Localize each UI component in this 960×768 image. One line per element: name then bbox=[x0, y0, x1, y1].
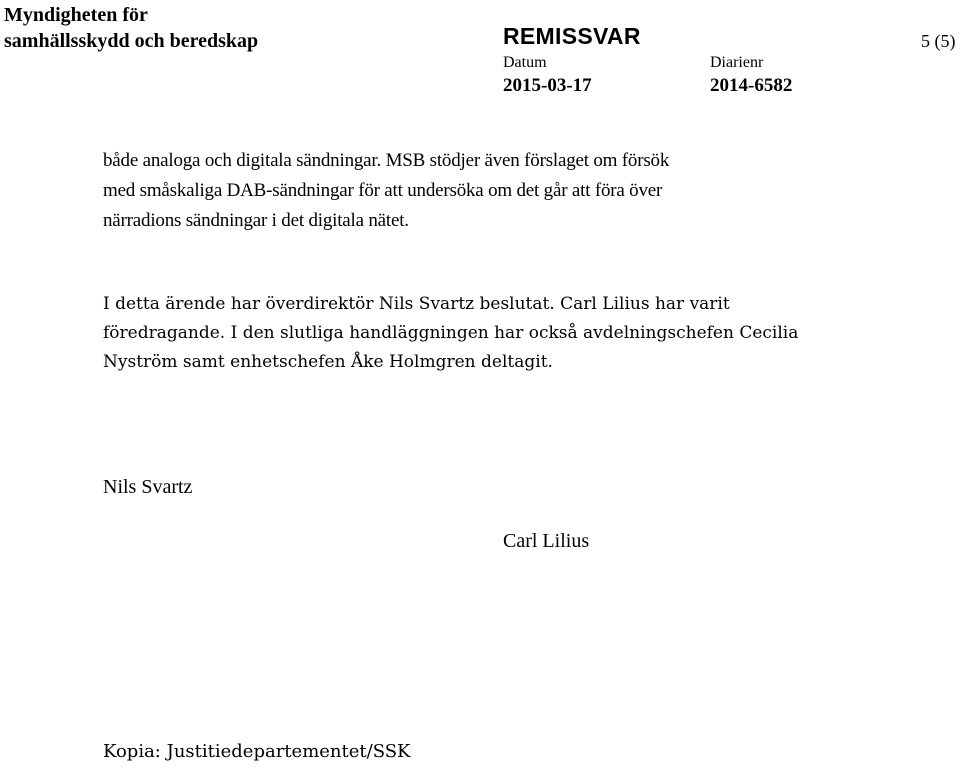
organization-name-line2: samhällsskydd och beredskap bbox=[4, 30, 259, 52]
paragraph-line: både analoga och digitala sändningar. MSB stödjer även förslaget om försök bbox=[103, 150, 670, 171]
body-paragraph-1 bbox=[103, 146, 823, 236]
date-label: Datum bbox=[503, 54, 547, 71]
paragraph-line: I detta ärende har överdirektör Nils Svartz beslutat. Carl Lilius har varit bbox=[103, 294, 730, 314]
date-value: 2015-03-17 bbox=[503, 75, 592, 96]
organization-name bbox=[4, 2, 258, 54]
signature-signer-2: Carl Lilius bbox=[503, 530, 590, 552]
paragraph-line: med småskaliga DAB-sändningar för att undersöka om det går att föra över bbox=[103, 180, 663, 201]
page-number: 5 (5) bbox=[921, 31, 956, 51]
document-type: REMISSVAR bbox=[503, 23, 641, 49]
organization-name-line1: Myndigheten för bbox=[4, 4, 148, 26]
paragraph-line: föredragande. I den slutliga handläggningen har också avdelningschefen Cecilia bbox=[103, 323, 799, 343]
paragraph-line: närradions sändningar i det digitala nätet. bbox=[103, 210, 409, 231]
copy-recipient: Kopia: Justitiedepartementet/SSK bbox=[103, 741, 411, 762]
registration-label: Diarienr bbox=[710, 54, 764, 71]
paragraph-line: Nyström samt enhetschefen Åke Holmgren deltagit. bbox=[103, 352, 553, 372]
signature-signer-1: Nils Svartz bbox=[103, 476, 193, 498]
registration-value: 2014-6582 bbox=[710, 75, 793, 96]
body-paragraph-2 bbox=[103, 290, 823, 377]
